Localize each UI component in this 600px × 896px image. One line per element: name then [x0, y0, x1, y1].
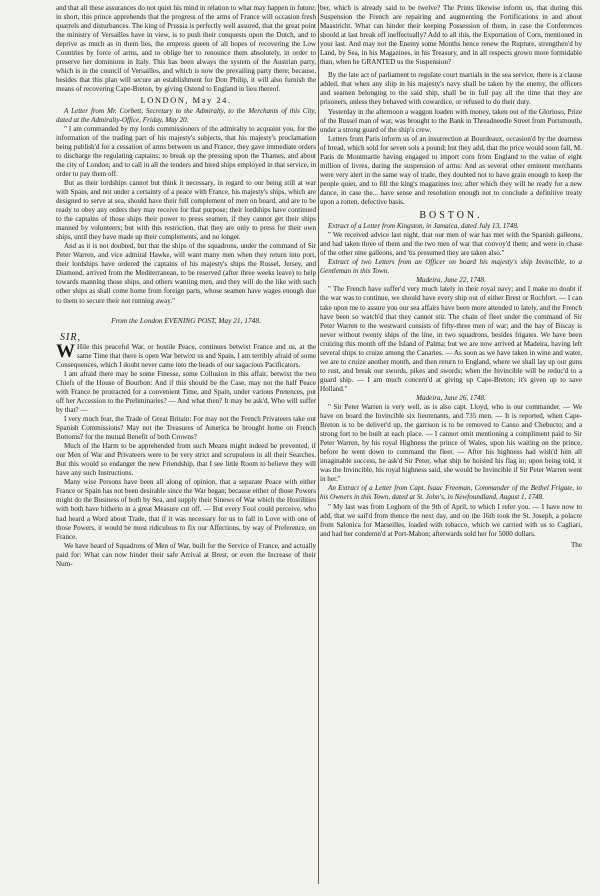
evening-post-source-line: From the London EVENING POST, May 21, 1748.: [111, 315, 261, 325]
salutation: SIR,: [60, 331, 81, 343]
freeman-letter-text: " My last was from Leghorn of the 9th of April, to which I refer you. — I have now to add, that we sail'd from thence the next day, and on the 16th took the St. Joseph, a polacre from Salonica for Marseilles, loaded with tobacco, which we carried with us to Cagliari, and had her condemn'd at Port-Mahon; afterwards sold her for 5000 dollars.: [320, 502, 582, 538]
freeman-extract-heading: An Extract of a Letter from Capt. Isaac Freeman, Commander of the Bethel Frigate, to his Owners in this Town, dated at St. John's, in Newfoundland, August 1, 1748.: [320, 484, 582, 502]
right-column: [320, 4, 582, 884]
essay-paragraph-6: We have heard of Squadrons of Men of War, built for the Service of France, and actually paid for: What can now hinder their safe Arrival at Brest, or even the Increase of their Num-: [56, 541, 316, 568]
corbett-letter-paragraph-1: " I am commanded by my lords commissioners of the admiralty to acquaint you, for the information of the trading part of his majesty's subjects, that his majesty's proclamation being publish'd for a cessation of arms between us and France, they gave immediate orders to discharge the regulating captains; to break up the pressing upon the Thames, and about the city of London; and to call in all the tenders and hired ships employed in that service, in order to pay them off.: [56, 124, 316, 178]
essay-paragraph-2: I am afraid there may be some Finesse, some Collusion in this affair, betwixt the two Chiefs of the House of Bourbon: And if this should be the Case, may not the half Peace with France be protracted for a convenient Time, and Spain, under various Pretences, put off her Accession to the Preliminaries? — And what then? It may be ask'd, Who will suffer by that? —: [56, 369, 316, 414]
drop-cap: W: [56, 340, 75, 362]
glorioso-money-paragraph: Yesterday in the afternoon a waggon loaden with money, taken out of the Glorioso, Prize of the Russel man of war, was brought to the Bank in Threadneedle Street from Portsmouth, under a strong guard of the ship's crew.: [320, 107, 582, 134]
essay-paragraph-3: I very much fear, the Trade of Great Britain: For may not the French Privateers take out Spanish Commissions? May not the Treasures of America be brought home on French Bottoms? for the mutual Benefit of both Crowns?: [56, 415, 316, 442]
kingston-extract-heading: Extract of a Letter from Kingston, in Jamaica, dated July 13, 1748.: [328, 222, 519, 231]
corbett-letter-heading: A Letter from Mr. Corbett, Secretary to the Admiralty, to the Merchants of this City, dated at the Admiralty-Office, Friday, May 20.: [56, 106, 316, 124]
corbett-letter-paragraph-3: And as it is not doubted, but that the ships of the squadrons, under the command of Sir Peter Warren, and vice admiral Hawke, will want many men when they return into port, their lordships have ordered the captains of his majesty's ships the Russel, Jersey, and Diamond, arrived from the Mediterranean, to be reserved (after three weeks leave) to help towards manning those ships, and others wanting men, and they will do the like with such other ships as shall come home from foreign parts, whose seamen have wages enough due to them to secure their not running away.": [56, 242, 316, 305]
invincible-extract-heading: Extract of two Letters from an Officer on board his majesty's ship Invincible, to a Gentleman in this Town.: [320, 258, 582, 276]
bourdeaux-paragraph: Letters from Paris inform us of an insurrection at Bourdeaux, occasion'd by the dearness of bread, which sold for seven sols a pound; but they add, that the price would soon fall, M. Paris de Montmartle having engaged to import corn from England to the value of eight million of livres, during the suspension of arms: And as several other eminent merchants were very alert in the same way of trade, they doubted not to have grain enough to keep the people quiet, and to fill the king's magazines too; after which they will be ready for a new dance, in case the... have sense and resolution enough not to conclude a definitive treaty upon a rotten, defective basis.: [320, 134, 582, 206]
invincible-letter-1: " The French have suffer'd very much lately in their royal navy; and I make no doubt if the war was to continue, we should have every ship out of either Brest or Rochfort. — I can take upon me to assure you our sea affairs have been more attended to lately, and the French have been so watch'd that they cannot stir. The chain of fleet under the command of Sir Peter Warren to the westward consists of fifty-three men of war; and the bay of Biscay is never without twenty ships of the line, in two squadrons, besides frigates. We have been cruizing this month off the Island of Palma; but we are now arrived at Madeira, having left several ships to cruize among the Canaries. — As soon as we have taken in wine and water, we are to cruize another month, and then return to England, where we shall lay up our guns to rust, and break our swords, pikes and swords; when the Invincible will be reduc'd to a guard ship. — I am much concern'd at giving up Cape-Breton; it's given up to save Holland.": [320, 285, 582, 393]
essay-paragraph-4: Much of the Harm to be apprehended from such Means might indeed be prevented, if our Men of War and Privateers were to be very strict and scrupulous in all their Searches. But this would so endanger the new Friendship, that I see little Room to believe they will have any such Instructions.: [56, 442, 316, 478]
catchword: The: [570, 540, 582, 549]
invincible-letter-2: " Sir Peter Warren is very well, as is also capt. Lloyd, who is our commander. — We have on board the Invincible six lieutenants, and 735 men. — It is reported, when Cape-Breton is to be deliver'd up, the garrison is to be removed to Canso and Chebucto; and a strong fort to be built at each place. — I cannot omit mentioning a compliment paid to Sir Peter Warren, by his royal Highness the prince of Wales, upon his waiting on the prince, before he went down to command the fleet. — After his highness had wish'd him all imaginable success, he ask'd Sir Peter, what ship he hoisted his flag in; upon being told, it was the Invincible, his royal highness said, she would be Invincible if Sir Peter Warren went in her.": [320, 403, 582, 484]
essay-paragraph-1-text: Hile this peaceful War, or hostile Peace, continues betwixt France and us, at the same Time that there is open War betwixt us and Spain, I am terribly afraid of some Consequences, which I doubt never came into the heads of our sagacious Pacificators.: [56, 342, 316, 369]
court-martial-paragraph: By the late act of parliament to regulate court martials in the sea service, there is a clause added, that when any ship in his majesty's navy shall be taken by the enemy, the officers and seamen belonging to the said ship, shall be in full pay all the time that they are prisoners, unless they behaved with cowardice, or refused to do their duty.: [320, 71, 582, 107]
essay-paragraph-5: Many wise Persons have been all along of opinion, that a separate Peace with either France or Spain has not been desirable since the War began; because either of those Powers might do the Business of both by Sea, and supply their Sinews of War which the Hostilities with both have hitherto in a great Measure cut off. — But every Fool could perceive, who had heard a Word about Trade, that if it was necessary for us to fall in Love with one of those Powers, it would be most ridiculous to fix our Affections, by way of Preference, on France.: [56, 478, 316, 541]
madeira-date-2: Madeira, June 26, 1748.: [416, 393, 486, 402]
prussia-paragraph: and that all these assurances do not quiet his mind in relation to what may happen in future; in short, this prince apprehends that the progress of the arms of France will occasion fresh quarrels and disturbances. The king of Prussia is perfectly well assured, that the great point the ministry of Versailles have in view, is to push their conquests upon the Dutch, and to deprive as much as in them lies, the empress queen of all hopes of recovering the Low Countries by force of arms, and to oblige her to renounce them absolutely, in order to preserve her dominions in Italy. This has been always the system of the Austrian party, which is in the council of Versailles, and which is now the prevailing party there; because, besides that this plan will secure an establishment for Don Philip, it will also furnish the means of recovering Cape-Breton, by giving Ostend to England in lieu thereof.: [56, 4, 316, 94]
left-column: [56, 4, 316, 884]
essay-paragraph-1: [56, 340, 316, 370]
kingston-extract-text: " We received advice last night, that our men of war has met with the Spanish galleons, and had taken three of them and the two men of war that convoy'd them; and were in chase of the other nine galleons, and 'tis presumed they are taken also.": [320, 231, 582, 258]
column-divider: [318, 4, 319, 884]
london-dateline: LONDON, May 24.: [140, 95, 232, 106]
essay-continuation: ber, which is already said to be twelve? The Prints likewise inform us, that during this Suspension the French are repairing and augmenting the Fortifications in and about Maastricht. What can hinder their keeping Possession of them, in case the Conferences should at last break off ineffectually? Add to all this, the Exportation of Corn, mentioned in your last. And may not the Enemy some Months hence renew the Rupture, strengthen'd by Land, by Sea, in his Magazines, in his Treasury, and in all respects grown more formidable than, when he GRANTED us the Suspension?: [320, 4, 582, 67]
madeira-date-1: Madeira, June 22, 1748.: [416, 276, 486, 285]
corbett-letter-paragraph-2: But as their lordships cannot but think it necessary, in regard to our being still at war with Spain, and not under a certainty of a peace with France, his majesty's ships, which are designed to serve at sea, should have their full complement of men on board, and are to be ready to obey any orders they may receive for that purpose; their lordships have continued to the captains of those ships their power to press seamen, if they cannot get their ships manned by volunteers; but with this restriction, that they are only to press for their own ships, until they have made up their complements, and no longer.: [56, 178, 316, 242]
boston-dateline: BOSTON.: [419, 210, 483, 222]
